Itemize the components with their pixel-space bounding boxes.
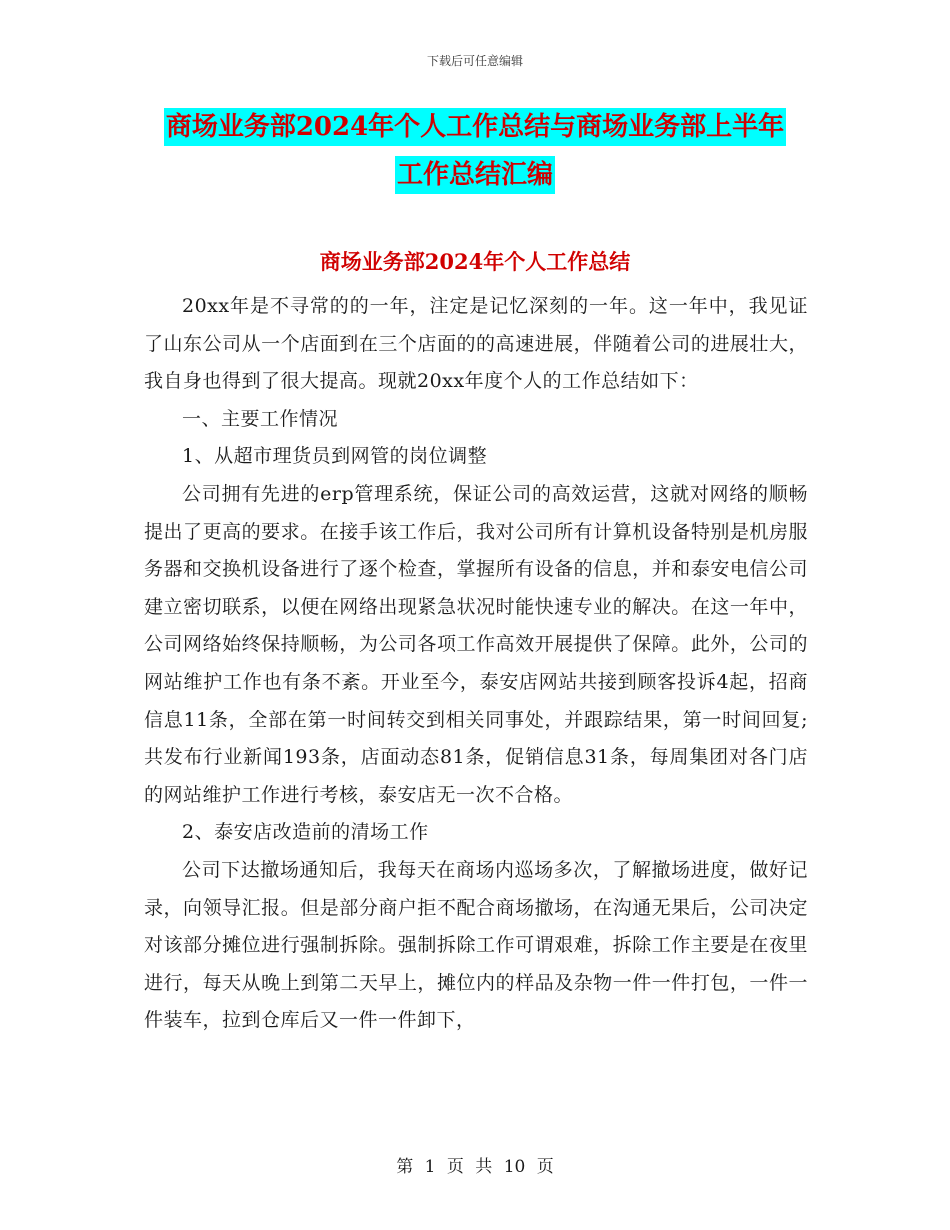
paragraph: 公司拥有先进的erp管理系统，保证公司的高效运营，这就对网络的顺畅提出了更高的要求。在接手该工作后，我对公司所有计算机设备特别是机房服务器和交换机设备进行了逐个检查，掌握所有设备的信息，并和泰安电信公司建立密切联系，以便在网络出现紧急状况时能快速专业的解决。在这一年中，公司网络始终保持顺畅，为公司各项工作高效开展提供了保障。此外，公司的网站维护工作也有条不紊。开业至今，泰安店网站共接到顾客投诉4起，招商信息11条，全部在第一时间转交到相关同事处，并跟踪结果，第一时间回复;共发布行业新闻193条，店面动态81条，促销信息31条，每周集团对各门店的网站维护工作进行考核，泰安店无一次不合格。 — [144, 482, 808, 806]
title-line-2: 工作总结汇编 — [395, 156, 555, 194]
title-line-1: 商场业务部2024年个人工作总结与商场业务部上半年 — [164, 108, 786, 146]
paragraph: 20xx年是不寻常的的一年，注定是记忆深刻的一年。这一年中，我见证了山东公司从一个店面到在三个店面的的高速进展，伴随着公司的进展壮大，我自身也得到了很大提高。现就20xx年度个人的工作总结如下： — [144, 295, 808, 393]
paragraph: 公司下达撤场通知后，我每天在商场内巡场多次，了解撤场进度，做好记录，向领导汇报。但是部分商户拒不配合商场撤场，在沟通无果后，公司决定对该部分摊位进行强制拆除。强制拆除工作可谓艰难，拆除工作主要是在夜里进行，每天从晚上到第二天早上，摊位内的样品及杂物一件一件打包，一件一件装车，拉到仓库后又一件一件卸下， — [144, 858, 808, 1032]
paragraph: 1、从超市理货员到网管的岗位调整 — [182, 445, 488, 468]
page-footer: 第 1 页 共 10 页 — [396, 1157, 554, 1177]
paragraph: 2、泰安店改造前的清场工作 — [182, 821, 429, 844]
body-text — [144, 288, 808, 1040]
header-note: 下载后可任意编辑 — [426, 54, 523, 68]
paragraph: 一、主要工作情况 — [182, 407, 339, 430]
section-title: 商场业务部2024年个人工作总结 — [319, 249, 631, 274]
document-title — [0, 108, 950, 194]
